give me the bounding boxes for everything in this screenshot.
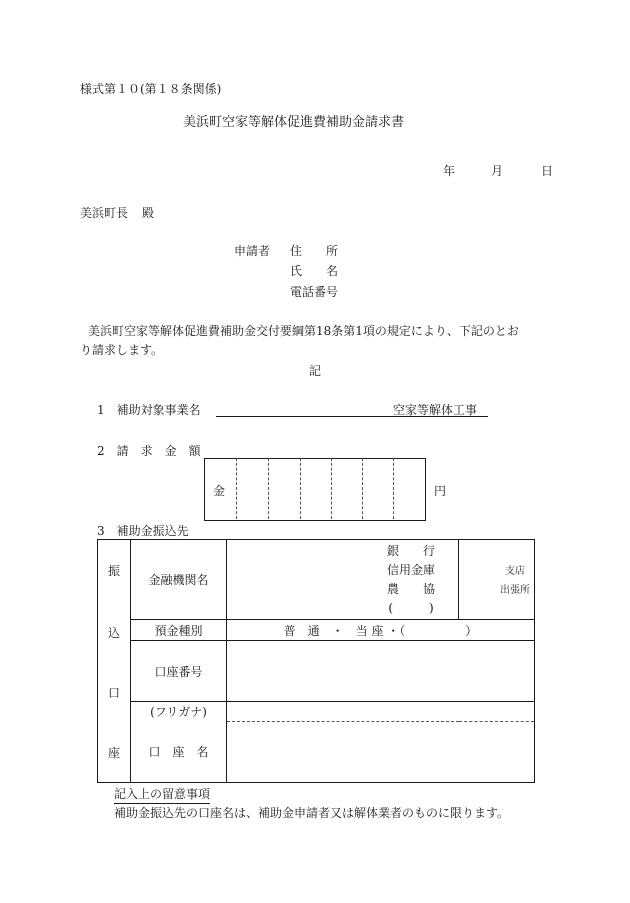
side-char: 振 — [107, 563, 120, 578]
date-month-label: 月 — [491, 164, 504, 178]
date-day-label: 日 — [541, 164, 554, 178]
applicant-address-label: 住 所 — [290, 244, 339, 258]
amount-digit-divider — [300, 458, 301, 519]
side-char: 口 — [107, 685, 120, 700]
bank-side-label — [98, 540, 131, 783]
branch-type-shucchojo: 出張所 — [500, 585, 530, 596]
branch-type-shiten: 支店 — [505, 566, 525, 577]
ki-heading: 記 — [309, 364, 322, 378]
form-number: 様式第１０(第１８条関係) — [80, 82, 222, 96]
bank-table — [97, 539, 535, 783]
date-year-label: 年 — [443, 164, 456, 178]
furigana-label: (フリガナ) — [131, 702, 227, 722]
amount-digit-divider — [268, 458, 269, 519]
body-text-line1: 美浜町空家等解体促進費補助金交付要綱第18条第1項の規定により、下記のとお — [88, 324, 519, 338]
addressee: 美浜町長 — [80, 206, 129, 220]
account-number-field[interactable] — [227, 641, 535, 702]
institution-label: 金融機関名 — [131, 540, 227, 620]
notes-text: 補助金振込先の口座名は、補助金申請者又は解体業者のものに限ります。 — [114, 806, 510, 820]
applicant-label: 申請者 — [234, 244, 271, 258]
inst-type-shinkin: 信用金庫 — [386, 563, 435, 577]
account-name-label: 口 座 名 — [131, 722, 227, 783]
side-char: 座 — [107, 745, 120, 760]
item1-value[interactable]: 空家等解体工事 — [393, 403, 478, 417]
amount-digit-divider — [362, 458, 363, 519]
institution-name-cell[interactable] — [227, 540, 459, 620]
inst-type-nokyo: 農 協 — [386, 582, 435, 596]
amount-digit-divider — [331, 458, 332, 519]
applicant-phone-label: 電話番号 — [290, 285, 339, 299]
honorific: 殿 — [142, 206, 155, 220]
amount-digit-divider — [393, 458, 394, 519]
applicant-name-label: 氏 名 — [290, 264, 339, 278]
account-name-field[interactable] — [227, 722, 535, 783]
body-text-line2: り請求します。 — [80, 343, 164, 357]
account-number-label: 口座番号 — [131, 641, 227, 702]
amount-suffix: 円 — [434, 484, 447, 498]
item2-label: 2 請 求 金 額 — [97, 444, 201, 458]
inst-type-bank: 銀 行 — [386, 544, 435, 558]
side-char: 込 — [107, 625, 120, 640]
item1-label: 1 補助対象事業名 — [97, 403, 201, 417]
furigana-field[interactable] — [227, 702, 535, 722]
account-type-options[interactable]: 普 通 ・ 当 座 ・（ ） — [227, 620, 535, 641]
branch-cell[interactable] — [459, 540, 535, 620]
amount-prefix: 金 — [213, 484, 226, 498]
notes-heading: 記入上の留意事項 — [114, 785, 210, 804]
page-title: 美浜町空家等解体促進費補助金請求書 — [183, 115, 405, 130]
amount-digit-divider — [236, 458, 237, 519]
item3-label: 3 補助金振込先 — [97, 524, 189, 538]
account-type-label: 預金種別 — [131, 620, 227, 641]
inst-type-other: ( ) — [388, 601, 434, 615]
